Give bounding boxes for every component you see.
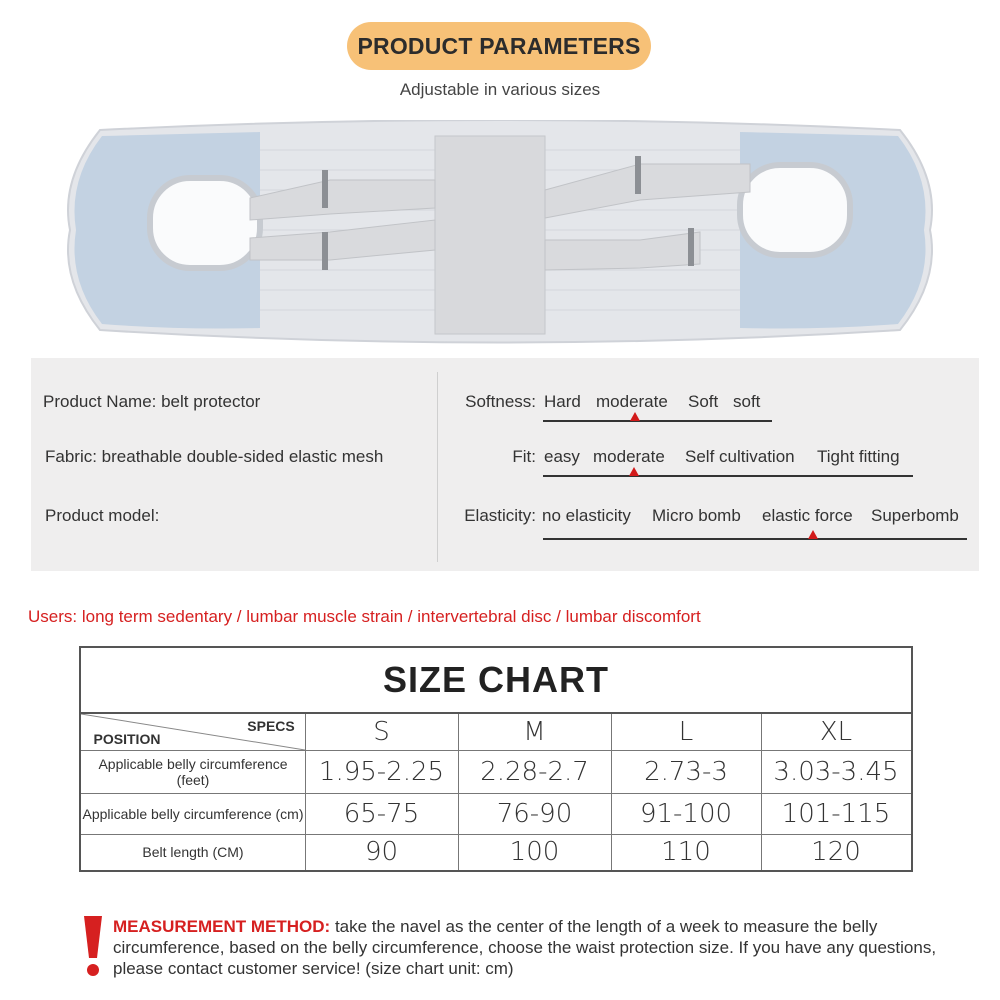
- fit-label: Fit:: [512, 447, 536, 466]
- softness-option: moderate: [596, 392, 668, 411]
- table-cell: 65-75: [343, 798, 420, 829]
- row-label-belt-length: Belt length (CM): [142, 844, 244, 860]
- table-cell: 91-100: [639, 798, 733, 829]
- softness-marker: [630, 412, 640, 421]
- users-description: Users: long term sedentary / lumbar muscle strain / intervertebral disc / lumbar discomfort: [28, 607, 701, 626]
- fit-option: Tight fitting: [817, 447, 900, 466]
- table-cell: 2.28-2.7: [480, 756, 589, 787]
- softness-label: Softness:: [465, 392, 536, 411]
- product-model: Product model:: [45, 506, 160, 525]
- exclamation-icon: [78, 912, 108, 978]
- size-s-header: S: [373, 717, 390, 747]
- table-divider: [458, 714, 459, 870]
- measurement-method: [113, 916, 973, 979]
- table-divider: [81, 834, 911, 835]
- measurement-title: MEASUREMENT METHOD:: [113, 917, 331, 936]
- elasticity-scale: [543, 538, 967, 540]
- table-cell: 101-115: [781, 798, 891, 829]
- softness-option: Soft: [688, 392, 719, 411]
- size-m-header: M: [523, 717, 546, 747]
- position-label: POSITION: [93, 731, 161, 747]
- product-fabric: Fabric: breathable double-sided elastic mesh: [45, 447, 384, 466]
- table-divider: [81, 793, 911, 794]
- table-cell: 3.03-3.45: [773, 756, 899, 787]
- fit-option: Self cultivation: [685, 447, 795, 466]
- fit-scale: [543, 475, 913, 477]
- table-cell: 76-90: [496, 798, 573, 829]
- row-label-cm: Applicable belly circumference (cm): [82, 805, 304, 822]
- softness-option: Hard: [544, 392, 581, 411]
- lumbar-belt-image: [60, 120, 940, 345]
- size-chart-table: [79, 646, 913, 872]
- table-cell: 90: [364, 837, 399, 867]
- product-name: Product Name: belt protector: [43, 392, 261, 411]
- fit-option: easy: [544, 447, 580, 466]
- product-image: [60, 120, 940, 345]
- table-cell: 2.73-3: [644, 756, 728, 787]
- measurement-text: take the navel as the center of the length of a week to measure the belly circumference, based on the belly circumference, choose the waist protection size. If you have any questions, please contact customer service! (size chart unit: cm): [113, 917, 937, 978]
- softness-scale: [543, 420, 772, 422]
- table-divider: [611, 714, 612, 870]
- table-cell: 1.95-2.25: [318, 756, 445, 787]
- size-chart-title: SIZE CHART: [81, 648, 911, 714]
- specs-label: SPECS: [247, 718, 295, 734]
- fit-option: moderate: [593, 447, 665, 466]
- product-parameters-title: PRODUCT PARAMETERS: [347, 22, 651, 70]
- softness-option: soft: [733, 392, 761, 411]
- elasticity-option: no elasticity: [542, 506, 631, 525]
- row-label-feet: Applicable belly circumference (feet): [98, 755, 288, 788]
- header-subtitle: Adjustable in various sizes: [399, 80, 601, 99]
- elasticity-option: elastic force: [762, 506, 853, 525]
- elasticity-label: Elasticity:: [464, 506, 536, 525]
- elasticity-option: Micro bomb: [652, 506, 741, 525]
- elasticity-option: Superbomb: [871, 506, 959, 525]
- size-l-header: L: [678, 717, 694, 747]
- table-cell: 110: [661, 837, 711, 867]
- fit-marker: [629, 467, 639, 476]
- elasticity-marker: [808, 530, 818, 539]
- size-xl-header: XL: [819, 717, 853, 747]
- table-divider: [305, 714, 306, 870]
- table-divider: [761, 714, 762, 870]
- table-cell: 100: [509, 837, 560, 867]
- parameters-panel: [31, 358, 979, 571]
- table-divider: [81, 750, 911, 751]
- table-cell: 120: [811, 837, 861, 867]
